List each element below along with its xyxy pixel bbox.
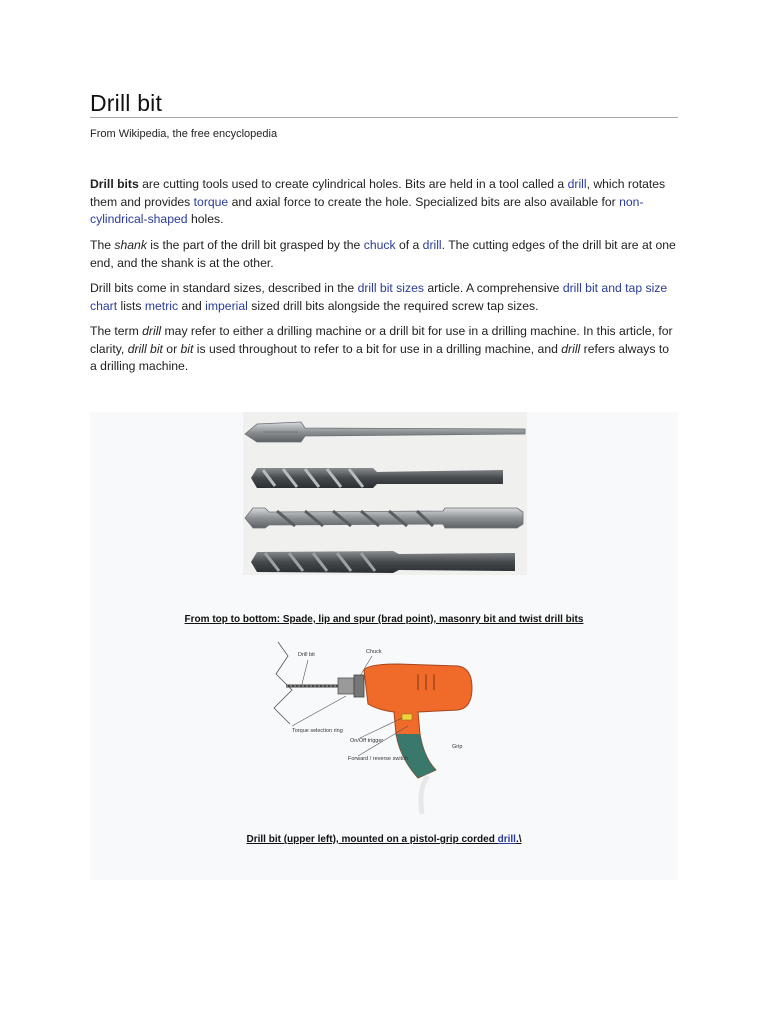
page-title: Drill bit [90, 90, 163, 116]
text: The [90, 238, 115, 252]
title-divider [90, 117, 678, 118]
text: or [162, 341, 181, 356]
italic-term: drill [561, 341, 581, 356]
italic-term: bit [180, 341, 194, 356]
text: The term [90, 324, 143, 338]
figure-caption-bits: From top to bottom: Spade, lip and spur (brad point), masonry bit and twist drill bits [184, 614, 584, 625]
caption-link-drill[interactable]: drill [497, 834, 516, 845]
text: and axial force to create the hole. Specialized bits are also available for [228, 194, 620, 209]
text: may refer to either a drilling machine or a drill bit for use in a drilling machine. In this article, for clarity, [90, 324, 673, 356]
caption-text: Drill bit (upper left), mounted on a pistol-grip corded [246, 834, 498, 845]
text: Drill bits come in standard sizes, described in the [90, 281, 358, 295]
label-grip: Grip [452, 744, 463, 750]
text: , which rotates them and provides [90, 177, 666, 209]
image-gallery [90, 412, 678, 880]
text: . The cutting edges of the drill bit are at one end, and the shank is at the other. [90, 238, 676, 270]
text: refers always to a drilling machine. [90, 341, 669, 373]
intro-paragraph [90, 176, 678, 229]
label-chuck: Chuck [366, 649, 382, 655]
label-torque-ring: Torque selection ring [292, 728, 343, 734]
text: is the part of the drill bit grasped by the [146, 238, 364, 252]
drill-bits-illustration [243, 412, 527, 575]
link-imperial[interactable]: imperial [205, 298, 248, 313]
spade-bit [245, 422, 525, 442]
text: is used throughout to refer to a bit for use in a drilling machine, and [193, 341, 562, 356]
label-drill-bit: Drill bit [298, 652, 315, 658]
text: and [178, 298, 206, 313]
caption-end: .\ [515, 834, 522, 845]
link-chuck[interactable]: chuck [363, 238, 396, 252]
text: holes. [187, 212, 224, 226]
bold-term: Drill bits [90, 177, 139, 191]
brad-point-bit [251, 468, 503, 488]
text: article. A comprehensive [423, 281, 563, 295]
text: lists [117, 298, 145, 313]
link-drill[interactable]: drill [422, 238, 442, 252]
link-torque[interactable]: torque [193, 194, 229, 209]
italic-term: drill bit [127, 341, 163, 356]
italic-term: shank [114, 238, 147, 252]
link-non-cylindrical[interactable]: non-cylindrical-shaped [90, 194, 644, 226]
italic-term: drill [142, 324, 162, 338]
figure-caption-drill [90, 834, 678, 845]
link-drill[interactable]: drill [567, 177, 587, 191]
sizes-paragraph [90, 280, 678, 315]
pistol-drill-illustration [268, 638, 488, 814]
shank-paragraph [90, 237, 678, 272]
article-subtitle: From Wikipedia, the free encyclopedia [90, 128, 278, 140]
text: are cutting tools used to create cylindrical holes. Bits are held in a tool called a [138, 177, 568, 191]
label-trigger: On/Off trigger [350, 738, 384, 744]
text: sized drill bits alongside the required screw tap sizes. [247, 298, 539, 313]
masonry-bit [245, 508, 523, 528]
drill-bits-photo[interactable] [243, 412, 527, 575]
terminology-paragraph [90, 323, 678, 376]
link-drill-bit-sizes[interactable]: drill bit sizes [357, 281, 424, 295]
text: of a [395, 238, 423, 252]
label-switch: Forward / reverse switch [348, 756, 408, 762]
link-metric[interactable]: metric [144, 298, 179, 313]
link-size-chart[interactable]: drill bit and tap size chart [90, 281, 668, 313]
drill-diagram[interactable] [268, 638, 488, 814]
twist-bit [251, 551, 515, 573]
